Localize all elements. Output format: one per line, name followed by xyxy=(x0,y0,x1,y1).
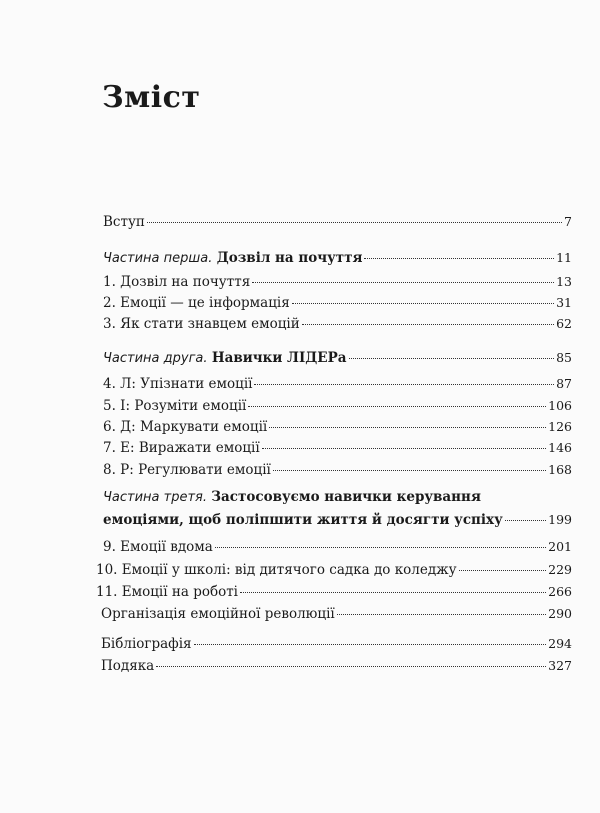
toc-entry[interactable] xyxy=(103,375,572,393)
toc-entry[interactable] xyxy=(101,605,572,623)
toc-entry[interactable] xyxy=(103,538,572,556)
page-number: 62 xyxy=(556,316,572,331)
dot-leader xyxy=(252,282,554,283)
toc-entry-acknowledgements[interactable] xyxy=(101,657,572,675)
toc-entry-bibliography[interactable] xyxy=(101,635,572,653)
part-title: Навички ЛІДЕРа xyxy=(211,350,347,366)
toc-part-1[interactable] xyxy=(103,249,572,268)
entry-label: 3. Як стати знавцем емоцій xyxy=(103,316,300,332)
page-number: 229 xyxy=(548,562,572,577)
page-number: 294 xyxy=(548,636,572,651)
entry-label: 6. Д: Маркувати емоції xyxy=(103,419,268,435)
toc-part-2[interactable] xyxy=(103,349,572,368)
toc-entry[interactable] xyxy=(103,397,572,415)
toc-entry[interactable] xyxy=(96,583,572,601)
dot-leader xyxy=(269,427,546,428)
dot-leader xyxy=(459,570,547,571)
toc-part-3[interactable] xyxy=(103,511,572,529)
dot-leader xyxy=(273,470,546,471)
page-number: 13 xyxy=(556,274,572,289)
toc-entry[interactable] xyxy=(103,439,572,457)
entry-label: 10. Емоції у школі: від дитячого садка до коледжу xyxy=(96,562,457,578)
part-title: Дозвіл на почуття xyxy=(216,250,363,266)
toc-part-3-line1[interactable] xyxy=(103,488,481,507)
page-number: 106 xyxy=(548,398,572,413)
toc-entry[interactable] xyxy=(103,418,572,436)
toc-entry[interactable] xyxy=(103,461,572,479)
toc-entry[interactable] xyxy=(103,273,572,291)
page-number: 7 xyxy=(564,214,572,229)
entry-label: Подяка xyxy=(101,658,155,674)
dot-leader xyxy=(156,666,546,667)
dot-leader xyxy=(364,258,554,259)
entry-label: 2. Емоції — це інформація xyxy=(103,295,290,311)
part-title-line1: Застосовуємо навички керування xyxy=(211,489,481,505)
page-number: 266 xyxy=(548,584,572,599)
dot-leader xyxy=(254,384,554,385)
entry-label: 11. Емоції на роботі xyxy=(96,584,239,600)
part-prefix: Частина перша. xyxy=(103,251,213,266)
dot-leader xyxy=(349,358,555,359)
part-title-line2: емоціями, щоб поліпшити життя й досягти успіху xyxy=(103,512,503,528)
dot-leader xyxy=(240,592,546,593)
page-number: 327 xyxy=(548,658,572,673)
part-prefix: Частина друга. xyxy=(103,351,208,366)
toc-entry[interactable] xyxy=(103,315,572,333)
entry-label: Бібліографія xyxy=(101,636,192,652)
dot-leader xyxy=(292,303,554,304)
part-prefix: Частина третя. xyxy=(103,490,207,505)
toc-entry[interactable] xyxy=(103,294,572,312)
entry-label: Організація емоційної революції xyxy=(101,606,335,622)
entry-label: 7. Е: Виражати емоції xyxy=(103,440,260,456)
dot-leader xyxy=(215,547,546,548)
dot-leader xyxy=(262,448,547,449)
entry-label: 4. Л: Упізнати емоції xyxy=(103,376,253,392)
toc-entry[interactable] xyxy=(96,561,572,579)
entry-label: 9. Емоції вдома xyxy=(103,539,213,555)
dot-leader xyxy=(147,222,562,223)
dot-leader xyxy=(337,614,546,615)
page-number: 146 xyxy=(548,440,572,455)
page-number: 126 xyxy=(548,419,572,434)
toc-entry-intro[interactable] xyxy=(103,213,572,231)
entry-label: Вступ xyxy=(103,214,145,230)
page-number: 11 xyxy=(556,250,572,265)
page-number: 87 xyxy=(556,376,572,391)
entry-label: 5. І: Розуміти емоції xyxy=(103,398,247,414)
dot-leader xyxy=(505,520,546,521)
page-number: 31 xyxy=(556,295,572,310)
page-number: 168 xyxy=(548,462,572,477)
page-number: 85 xyxy=(556,350,572,365)
dot-leader xyxy=(194,644,547,645)
dot-leader xyxy=(248,406,546,407)
entry-label: 8. Р: Регулювати емоції xyxy=(103,462,271,478)
page-title: Зміст xyxy=(102,80,201,115)
page-number: 199 xyxy=(548,512,572,527)
entry-label: 1. Дозвіл на почуття xyxy=(103,274,251,290)
dot-leader xyxy=(302,324,554,325)
page-number: 201 xyxy=(548,539,572,554)
page-number: 290 xyxy=(548,606,572,621)
